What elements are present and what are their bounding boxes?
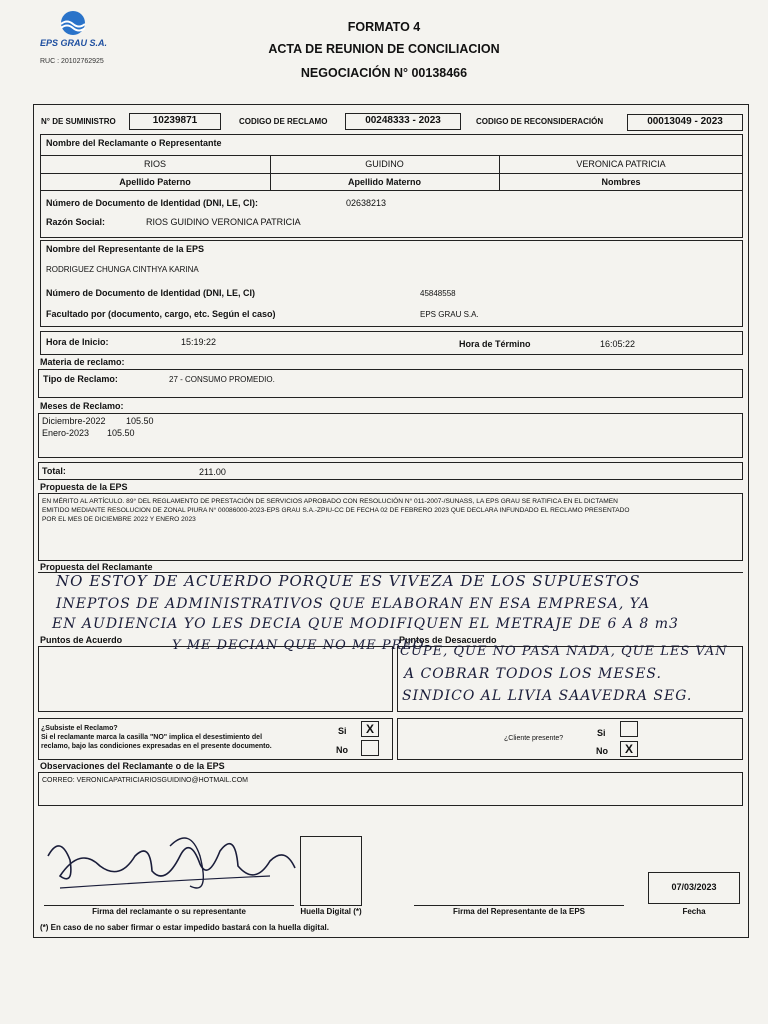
reclamo-value: 00248333 - 2023 [365, 115, 441, 126]
handwritten-line-7: SINDICO AL LIVIA SAAVEDRA SEG. [402, 688, 693, 704]
mes-item-2-amount: 105.50 [107, 428, 135, 438]
cliente-no-label: No [596, 746, 608, 756]
subsiste-no-checkbox[interactable] [361, 740, 379, 756]
propuesta-eps-label: Propuesta de la EPS [40, 482, 128, 492]
puntos-desacuerdo-label: Puntos de Desacuerdo [399, 635, 497, 645]
formato-title: FORMATO 4 [347, 20, 421, 34]
razon-social-value: RIOS GUIDINO VERONICA PATRICIA [146, 217, 301, 227]
propuesta-eps-line-3: POR EL MES DE DICIEMBRE 2022 Y ENERO 2023 [42, 516, 196, 523]
suministro-value: 10239871 [152, 115, 198, 126]
razon-social-label: Razón Social: [46, 217, 106, 227]
subsiste-si-checkbox[interactable]: X [361, 721, 379, 737]
cliente-si-checkbox[interactable] [620, 721, 638, 737]
hora-termino-value: 16:05:22 [600, 339, 636, 349]
handwritten-line-5: CUPE, QUE NO PASA NADA, QUE LES VAN [400, 644, 728, 659]
puntos-acuerdo-box [38, 646, 393, 712]
eps-rep-doc-label: Número de Documento de Identidad (DNI, LE, CI) [46, 288, 256, 298]
huella-label: Huella Digital (*) [300, 907, 362, 916]
reclamo-label: CODIGO DE RECLAMO [239, 117, 328, 126]
footnote: (*) En caso de no saber firmar o estar impedido bastará con la huella digital. [40, 923, 329, 932]
cliente-no-checkbox[interactable]: X [620, 741, 638, 757]
propuesta-reclamante-label: Propuesta del Reclamante [40, 562, 153, 572]
materia-label: Materia de reclamo: [40, 357, 125, 367]
subsiste-note-1: Si el reclamante marca la casilla "NO" implica el desestimiento del [41, 734, 263, 741]
hora-inicio-value: 15:19:22 [181, 337, 217, 347]
subsiste-no-label: No [336, 745, 348, 755]
propuesta-eps-line-1: EN MÉRITO AL ARTÍCULO. 89° DEL REGLAMENTO DE PRESTACIÓN DE SERVICIOS APROBADO CON RESOLUCIÓN N° 011-2007-/SUNASS, LA EPS GRAU SE RATIFICA EN EL DICTAMEN [42, 498, 618, 505]
firma-eps-label: Firma del Representante de la EPS [452, 907, 586, 916]
eps-rep-name: RODRIGUEZ CHUNGA CINTHYA KARINA [46, 265, 199, 274]
company-name: EPS GRAU S.A. [40, 38, 108, 48]
tipo-reclamo-box [38, 369, 743, 398]
total-box [38, 462, 743, 480]
handwritten-line-3: EN AUDIENCIA YO LES DECIA QUE MODIFIQUEN EL METRAJE DE 6 A 8 m3 [52, 616, 679, 632]
eps-rep-doc-value: 45848558 [420, 289, 456, 298]
company-logo [40, 10, 120, 66]
handwritten-line-6: A COBRAR TODOS LOS MESES. [404, 666, 662, 682]
handwritten-line-4: Y ME DECIAN QUE NO ME PREO- [172, 638, 431, 653]
total-value: 211.00 [199, 467, 226, 477]
mes-item-1-name: Diciembre-2022 [42, 416, 106, 426]
nombres-label: Nombres [601, 177, 641, 187]
apellido-paterno-label: Apellido Paterno [119, 177, 191, 187]
meses-label: Meses de Reclamo: [40, 401, 124, 411]
apellido-materno-label: Apellido Materno [347, 177, 421, 187]
suministro-label: N° DE SUMINISTRO [41, 117, 116, 126]
page-title: ACTA DE REUNION DE CONCILIACION [268, 42, 500, 56]
reclamante-doc-label: Número de Documento de Identidad (DNI, LE, CI): [46, 198, 259, 208]
handwritten-line-1: NO ESTOY DE ACUERDO PORQUE ES VIVEZA DE LOS SUPUESTOS [56, 572, 641, 590]
observaciones-correo: CORREO: VERONICAPATRICIARIOSGUIDINO@HOTMAIL.COM [42, 777, 248, 784]
fecha-value: 07/03/2023 [671, 882, 717, 892]
hora-termino-label: Hora de Término [459, 339, 531, 349]
negociacion-number: NEGOCIACIÓN N° 00138466 [300, 66, 468, 80]
facultado-label: Facultado por (documento, cargo, etc. Según el caso) [46, 309, 276, 319]
subsiste-si-label: Si [338, 726, 347, 736]
reclamante-doc-value: 02638213 [346, 198, 387, 208]
eps-rep-section-title: Nombre del Representante de la EPS [46, 244, 205, 254]
subsiste-note-2: reclamo, bajo las condiciones expresadas en el presente documento. [41, 743, 272, 750]
mes-item-1-amount: 105.50 [126, 416, 154, 426]
hora-inicio-label: Hora de Inicio: [46, 337, 109, 347]
total-label: Total: [42, 466, 66, 476]
nombres-value: VERONICA PATRICIA [576, 159, 666, 169]
tipo-reclamo-value: 27 - CONSUMO PROMEDIO. [169, 375, 275, 384]
puntos-acuerdo-label: Puntos de Acuerdo [40, 635, 123, 645]
tipo-reclamo-label: Tipo de Reclamo: [43, 374, 118, 384]
huella-box [300, 836, 362, 906]
apellido-materno-value: GUIDINO [365, 159, 404, 169]
cliente-si-label: Si [597, 728, 606, 738]
times-row [40, 331, 743, 355]
ruc-text: RUC : 20102762925 [40, 58, 104, 65]
reconsideracion-label: CODIGO DE RECONSIDERACIÓN [476, 117, 604, 126]
facultado-value: EPS GRAU S.A. [420, 310, 479, 319]
cliente-question: ¿Cliente presente? [504, 735, 564, 742]
reclamante-section-title: Nombre del Reclamante o Representante [46, 138, 222, 148]
reclamante-signature [40, 826, 310, 906]
cliente-box [397, 718, 743, 760]
subsiste-question: ¿Subsiste el Reclamo? [41, 725, 118, 732]
fecha-label: Fecha [682, 907, 706, 916]
firma-reclamante-label: Firma del reclamante o su representante [92, 907, 246, 916]
apellido-paterno-value: RIOS [143, 159, 166, 169]
mes-item-2-name: Enero-2023 [42, 428, 90, 438]
propuesta-eps-line-2: EMITIDO MEDIANTE RESOLUCION DE ZONAL PIURA N° 00086000-2023-EPS GRAU S.A.-ZPIU-CC DE FECHA 02 DE FEBRERO 2023 QUE DECLARA INFUNDADO EL RECLAMO PRESENTADO [42, 507, 630, 514]
reconsideracion-value: 00013049 - 2023 [647, 116, 723, 127]
handwritten-line-2: INEPTOS DE ADMINISTRATIVOS QUE ELABORAN EN ESA EMPRESA, YA [56, 596, 651, 612]
observaciones-label: Observaciones del Reclamante o de la EPS [40, 761, 225, 771]
